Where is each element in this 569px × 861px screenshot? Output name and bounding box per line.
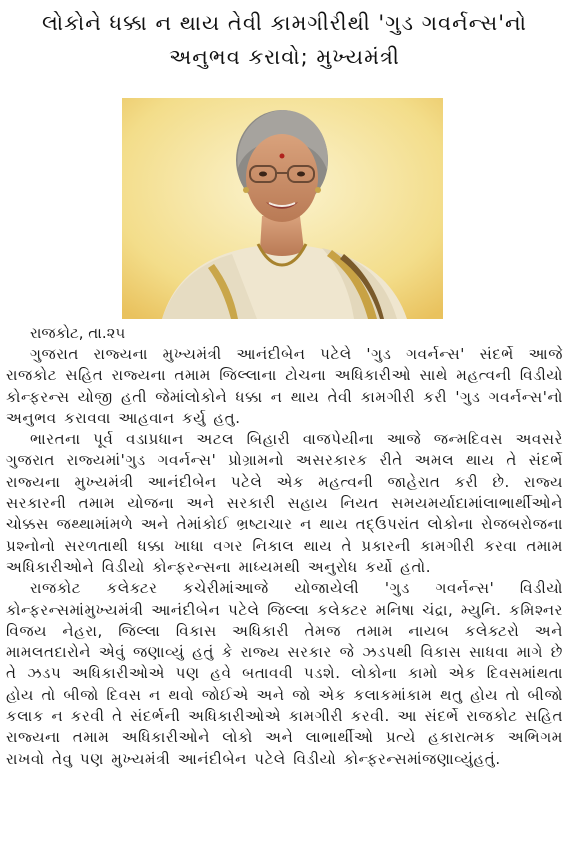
headline-line-2: અનુભવ કરાવો; મુખ્યમંત્રી [169,45,400,69]
portrait-photo-icon [122,98,443,319]
headline-line-1: લોકોને ધક્કા ન થાય તેવી કામગીરીથી 'ગુડ ગવર્નન્સ'નો [42,11,527,35]
paragraph-1: ગુજરાત રાજ્યના મુખ્યમંત્રી આનંદીબેન પટેલે 'ગુડ ગવર્નન્સ' સંદર્ભે આજે રાજકોટ સહિત રાજ્યના તમામ જિલ્લાના ટોચના અધિકારીઓ સાથે મહત્વની વિડીયો કોન્ફરન્સ યોજી હતી જેમાંલોકોને ધક્કા ન થાય તેવી કામગીરી કરી 'ગુડ ગવર્નન્સ'નો અનુભવ કરાવવા આહવાન કર્યુ હતુ. [6,345,563,427]
paragraph-3: રાજકોટ કલેક્ટર કચેરીમાંઆજે યોજાયેલી 'ગુડ ગવર્નન્સ' વિડીયો કોન્ફરન્સમાંમુખ્યમંત્રી આનંદીબેન પટેલે જિલ્લા કલેક્ટર મનિષા ચંદ્રા, મ્યુનિ. કમિશ્નર વિજય નેહરા, જિલ્લા વિકાસ અધિકારી તેમજ તમામ નાયબ કલેક્ટરો અને મામલતદારોને એવું જણાવ્યું હતું કે રાજ્ય સરકાર જે ઝડપથી વિકાસ સાધવા માગે છે તે ઝડપ અધિકારીઓએ પણ હવે બતાવવી પડશે. લોકોના કામો એક દિવસમાંથતા હોય તો બીજો દિવસ ન થવો જોઈએ અને જો એક કલાકમાંકામ થતુ હોય તો બીજો કલાક ન કરવી તે સંદર્ભની અધિકારીઓએ કામગીરી કરવી. આ સંદર્ભે રાજકોટ સહિત રાજ્યના તમામ અધિકારીઓને લોકો અને લાભાર્થીઓ પ્રત્યે હકારાત્મક અભિગમ રાખવો તેવુ પણ મુખ્યમંત્રી આનંદીબેન પટેલે વિડીયો કોન્ફરન્સમાંજણાવ્યુંહતું. [6,579,563,768]
paragraph-2: ભારતના પૂર્વ વડાપ્રધાન અટલ બિહારી વાજપેયીના આજે જન્મદિવસ અવસરે ગુજરાત રાજ્યમાં'ગુડ ગવર્નન્સ' પ્રોગ્રામનો અસરકારક રીતે અમલ થાય તે સંદર્ભે રાજ્યના મુખ્યમંત્રી આનંદીબેન પટેલે એક મહત્વની જાહેરાત કરી છે. રાજ્ય સરકારની તમામ યોજના અને સરકારી સહાય નિયત સમયમર્યાદામાંલાભાર્થીઓને ચોક્કસ જથ્થામાંમળે અને તેમાંકોઈ ભ્રષ્ટાચાર ન થાય તદ્ઉપરાંત લોકોના રોજબરોજના પ્રશ્નોનો સરળતાથી ધક્કા ખાધા વગર નિકાલ થાય તે પ્રકારની કામગીરી કરવા તમામ અધિકારીઓને વિડીયો કોન્ફરન્સના માધ્યમથી અનુરોધ કર્યો હતો. [6,430,563,576]
article-body [6,322,563,770]
headline [6,6,563,74]
portrait-photo [122,98,443,319]
dateline: રાજકોટ, તા.૨૫ [30,324,126,342]
